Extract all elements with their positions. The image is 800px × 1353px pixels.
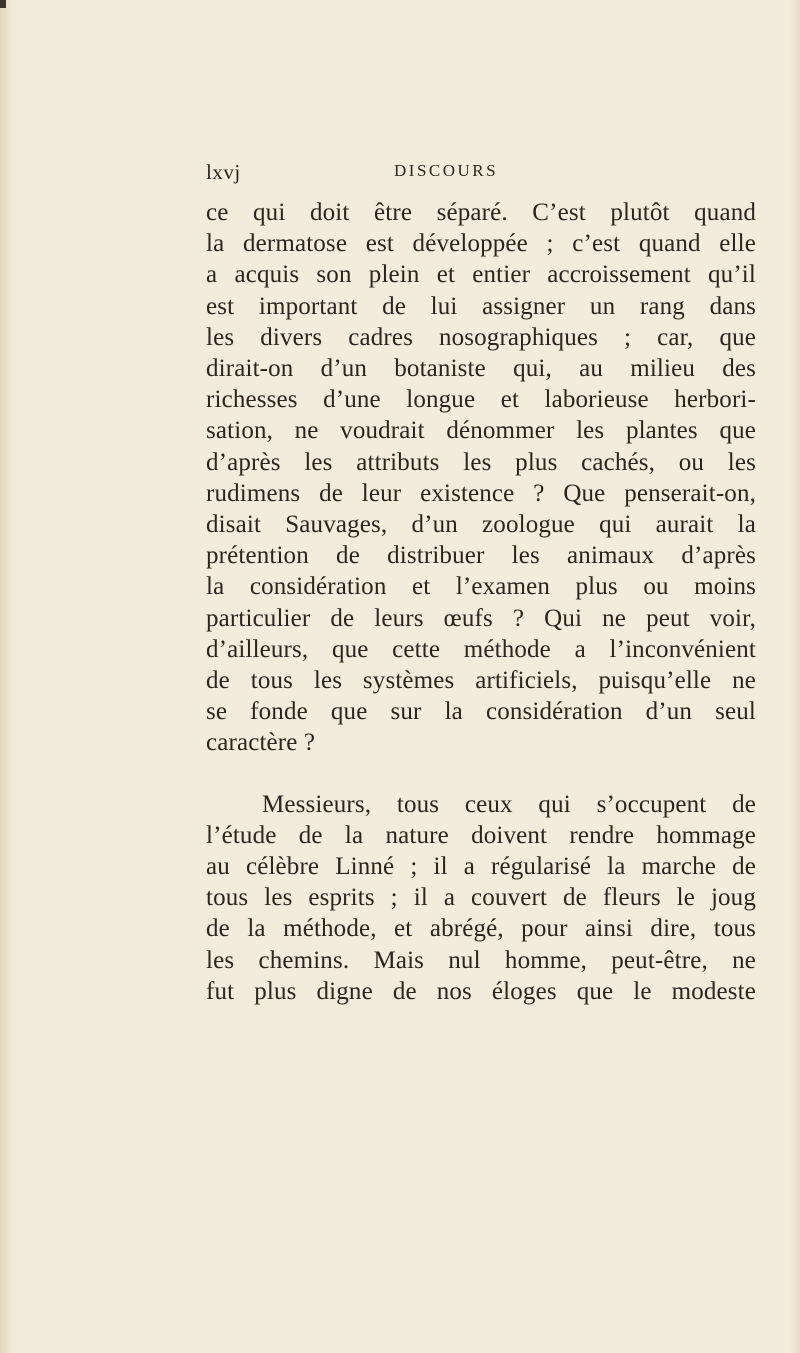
text-line: richesses d’une longue et laborieuse herbori-: [206, 386, 756, 414]
page-edge-left: [0, 0, 14, 1353]
text-line: d’après les attributs les plus cachés, ou les: [206, 448, 756, 476]
text-line: a acquis son plein et entier accroissement qu’il: [206, 261, 756, 289]
text-line: est important de lui assigner un rang dans: [206, 292, 756, 320]
page-edge-right: [790, 0, 800, 1353]
text-line: Messieurs, tous ceux qui s’occupent de: [262, 790, 756, 818]
text-line: les divers cadres nosographiques ; car, que: [206, 323, 756, 351]
running-head: DISCOURS: [394, 161, 499, 180]
paragraph-1: [206, 197, 756, 759]
text-line: ce qui doit être séparé. C’est plutôt quand: [206, 199, 756, 226]
text-line: au célèbre Linné ; il a régularisé la marche de: [206, 853, 756, 881]
text-line: dirait-on d’un botaniste qui, au milieu des: [206, 355, 756, 383]
text-line: l’étude de la nature doivent rendre hommage: [206, 821, 756, 849]
page-number: lxvj: [206, 160, 241, 184]
text-line: d’ailleurs, que cette méthode a l’inconvénient: [206, 635, 756, 663]
text-line: tous les esprits ; il a couvert de fleurs le joug: [206, 884, 756, 912]
corner-mark: [0, 0, 6, 8]
text-line: fut plus digne de nos éloges que le modeste: [206, 977, 756, 1005]
text-line: caractère ?: [206, 729, 316, 757]
text-line: la dermatose est développée ; c’est quand elle: [206, 230, 756, 258]
text-line: de la méthode, et abrégé, pour ainsi dire, tous: [206, 915, 756, 943]
text-line: les chemins. Mais nul homme, peut-être, ne: [206, 946, 756, 974]
text-line: disait Sauvages, d’un zoologue qui aurait la: [206, 511, 756, 539]
text-line: prétention de distribuer les animaux d’après: [206, 542, 756, 570]
text-line: sation, ne voudrait dénommer les plantes que: [206, 417, 756, 445]
text-line: se fonde que sur la considération d’un seul: [206, 698, 756, 726]
text-line: la considération et l’examen plus ou moins: [206, 573, 756, 601]
text-line: rudimens de leur existence ? Que penserait-on,: [206, 479, 756, 507]
text-line: particulier de leurs œufs ? Qui ne peut voir,: [206, 604, 756, 632]
page-header: [206, 160, 756, 190]
text-line: de tous les systèmes artificiels, puisqu’elle ne: [206, 667, 756, 695]
paragraph-2: [206, 789, 756, 1007]
body-text: [206, 197, 756, 1007]
